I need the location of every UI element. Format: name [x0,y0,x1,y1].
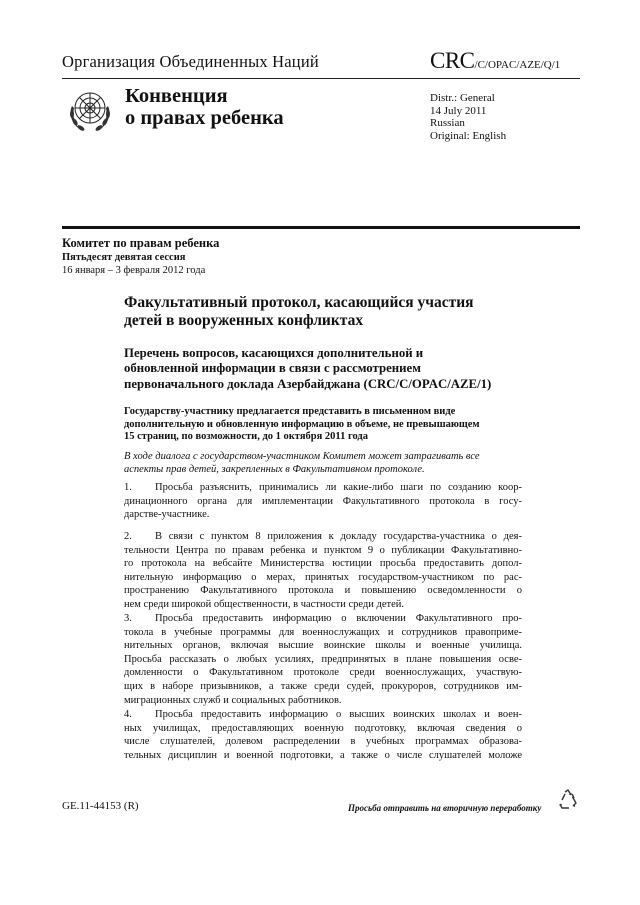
convention-title-line1: Конвенция [125,85,228,107]
paragraph-line: щих в наборе призывников, а также среди судей, прокуроров, сотрудников им- [124,680,522,692]
paragraph-line: домленности о Факультативном протоколе среди военнослужащих, участвую- [124,667,522,679]
paragraph-line: Просьба рассказать о любых усилиях, предпринятых в плане повышения осве- [124,653,522,665]
paragraph-line: динационного органа для имплементации Факультативного протокола в госу- [124,495,522,507]
main-divider [62,226,580,229]
paragraph-2 [124,530,522,612]
session-name: Пятьдесят девятая сессия [62,252,186,263]
document-subtitle-line2: обновленной информации в связи с рассмотрением [124,361,421,376]
paragraph-line: го протокола на вебсайте Министерства юстиции просьба предоставить допол- [124,558,522,570]
intro-paragraph [124,451,524,476]
paragraph-1 [124,481,522,522]
document-title-line2: детей в вооруженных конфликтах [124,312,364,329]
symbol-main: CRC [430,48,475,73]
paragraph-line: токола в учебные программы для военнослужащих и сотрудников правоприме- [124,626,522,638]
document-title [124,294,504,330]
document-symbol [430,48,560,74]
paragraph-line: нительную информацию о мерах, принятых государством-участником по рас- [124,571,522,583]
distribution-language: Russian [430,117,465,129]
intro-line2: аспекты прав детей, закрепленных в Факультативном протоколе. [124,463,425,475]
symbol-rest: /C/OPAC/AZE/Q/1 [474,59,561,71]
paragraph-number: 2. [124,531,132,542]
paragraph-line: дарстве-участнике. [124,509,210,521]
paragraph-line: миграционных служб и социальных работников. [124,694,342,706]
header-divider [62,78,580,79]
paragraph-line: Просьба предоставить информацию о высших воинских школах и воен- [155,709,522,720]
distribution-original: Original: English [430,129,507,142]
paragraph-line: числе слушателей, долевом распределении в учебных программах образова- [124,736,522,748]
paragraph-line: нительных органов, включая высшие воинские школы и военные училища. [124,640,522,652]
recycle-icon [556,788,580,812]
paragraph-number: 4. [124,709,132,720]
paragraph-line: тельности Центра по правам ребенка и пунктом 9 о публикации Факультативно- [124,544,522,556]
paragraph-line: нем среди широкой общественности, в частности среди детей. [124,598,405,610]
lead-line: 15 страниц, по возможности, до 1 октября 2011 года [124,431,368,442]
paragraph-number: 1. [124,482,132,493]
convention-title [125,85,284,129]
paragraph-line: В связи с пунктом 8 приложения к докладу государства-участника о дея- [155,531,522,542]
session-dates: 16 января – 3 февраля 2012 года [62,265,206,276]
committee-name: Комитет по правам ребенка [62,236,220,250]
document-subtitle-line3: первоначального доклада Азербайджана (CRC/C/OPAC/AZE/1) [124,376,492,391]
document-title-line1: Факультативный протокол, касающийся участия [124,294,474,311]
recycle-notice: Просьба отправить на вторичную переработку [348,803,542,813]
document-subtitle [124,346,524,392]
lead-paragraph [124,406,524,444]
lead-line: Государству-участнику предлагается представить в письменном виде [124,406,456,417]
lead-line: дополнительную и обновленную информацию в объеме, не превышающем [124,418,480,430]
convention-title-line2: о правах ребенка [125,107,284,129]
paragraph-number: 3. [124,613,132,624]
organization-name: Организация Объединенных Наций [62,52,319,71]
distribution-line: Distr.: General [430,92,495,104]
paragraph-line: Просьба предоставить информацию о включении Факультативного про- [155,613,522,624]
distribution-block [430,92,506,142]
paragraph-line: Просьба разъяснить, принимались ли какие-либо шаги по созданию коор- [155,482,522,493]
paragraph-line: ных училищах, предоставляющих военную подготовку, включая сведения о [124,722,522,734]
paragraph-4 [124,708,522,762]
paragraph-line: тельных дисциплин и военной подготовки, а также о числе слушателей моложе [124,749,522,761]
distribution-date: 14 July 2011 [430,104,487,117]
document-subtitle-line1: Перечень вопросов, касающихся дополнительной и [124,346,424,360]
paragraph-line: пространению Факультативного протокола и повышению осведомленности о [124,585,522,597]
intro-line1: В ходе диалога с государством-участником Комитет может затрагивать все [124,451,480,462]
paragraph-3 [124,612,522,707]
un-emblem-icon [64,84,116,136]
document-code: GE.11-44153 (R) [62,800,139,812]
